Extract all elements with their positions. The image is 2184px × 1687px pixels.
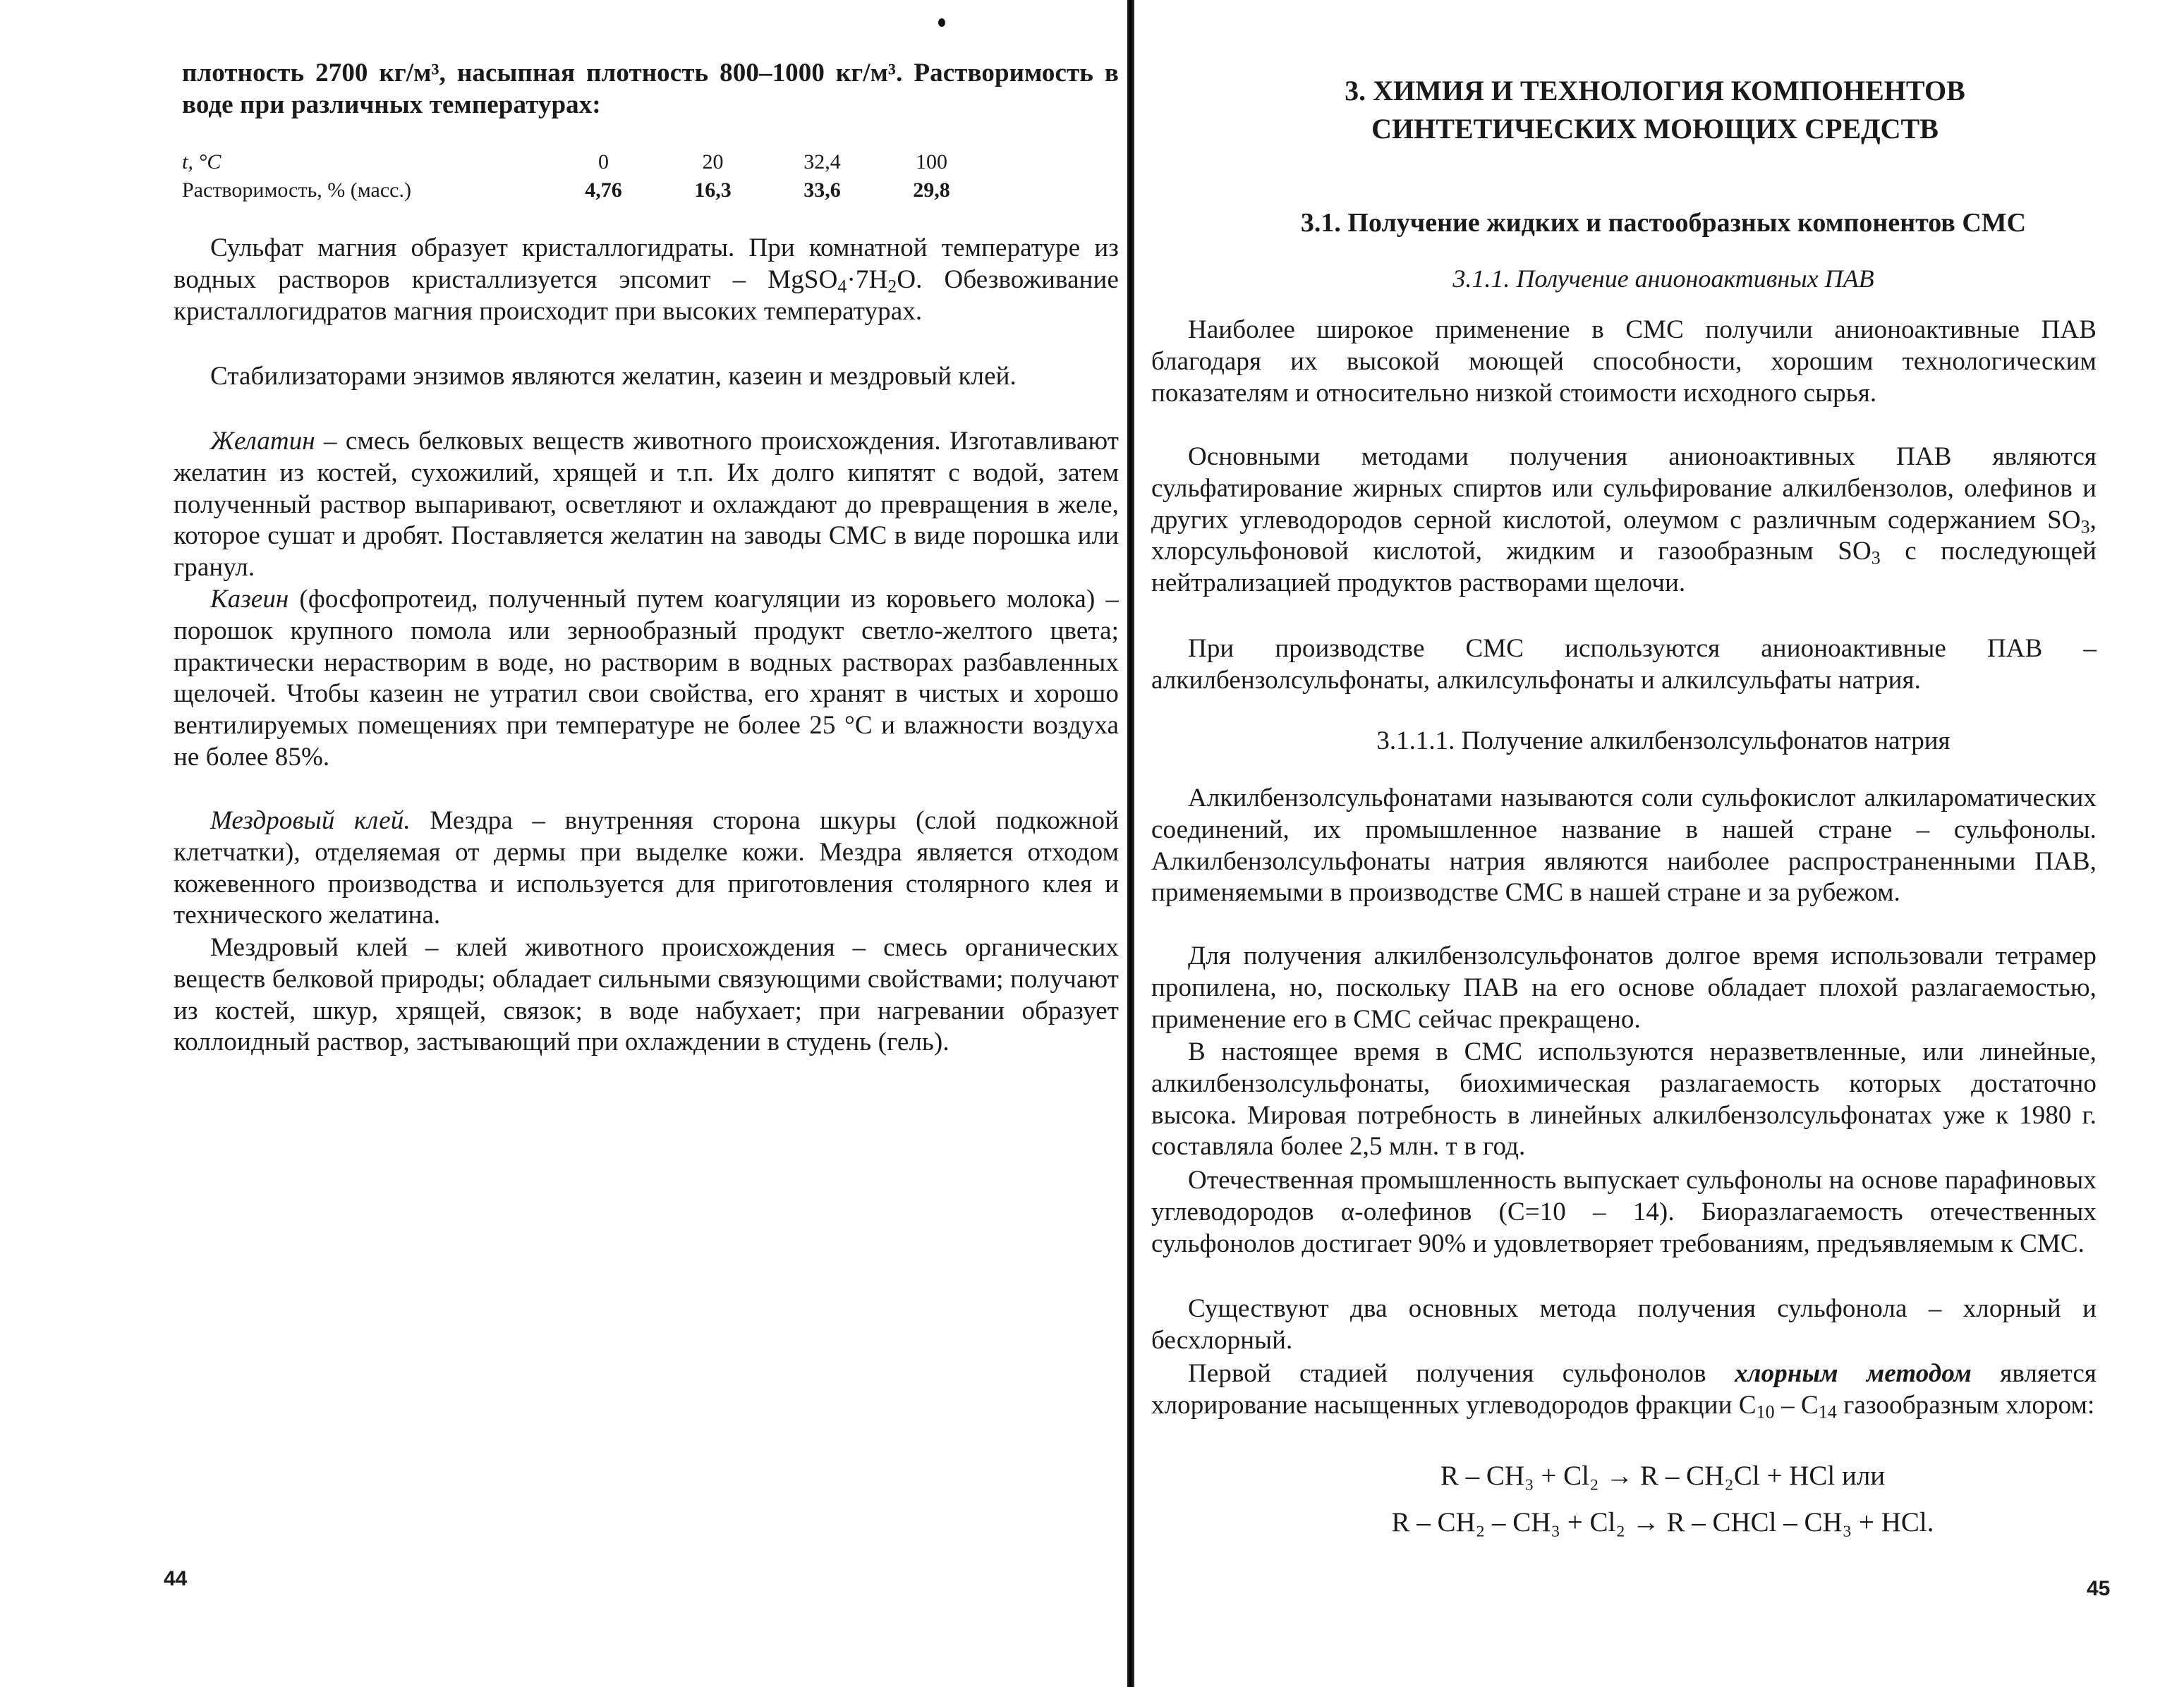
page-number: 44 <box>164 1567 188 1590</box>
anionic-surfactants-paragraph: Наиболее широкое применение в СМС получили анионоактивные ПАВ благодаря их высокой моющей способности, хорошим технологическим показателям и относительно низкой стоимости исходного сырья. <box>1151 315 2097 408</box>
temperature-cell: 32,4 <box>803 150 841 173</box>
temperature-cell: 100 <box>916 150 947 173</box>
casein-paragraph <box>174 584 1119 774</box>
text-run: Сульфат магния образует кристаллогидраты. При комнатной температуре из водных растворов кристаллизуется эпсомит – MgSO <box>174 233 1119 294</box>
solubility-cell: 16,3 <box>694 178 732 202</box>
text-run: – С <box>1774 1390 1819 1420</box>
subscript: 14 <box>1818 1401 1837 1423</box>
hide-glue-definition-paragraph: Мездровый клей – клей животного происхождения – смесь органических веществ белковой природы; обладает сильными связующими свойствами; получают из костей, шкур, хрящей, связок; в воде набухает; при нагревании образует коллоидный раствор, застывающий при охлаждении в студень (гель). <box>174 933 1119 1057</box>
production-paragraph: При производстве СМС используются анионоактивные ПАВ – алкилбензолсульфонаты, алкилсульфонаты и алкилсульфаты натрия. <box>1151 634 2097 695</box>
temperature-cell: 0 <box>598 150 609 173</box>
hide-glue-paragraph <box>174 805 1119 932</box>
text-run: Первой стадией получения сульфонолов <box>1188 1359 1735 1388</box>
temperature-cell: 20 <box>702 150 724 173</box>
temperature-label: t, °С <box>182 150 222 173</box>
text-run: является хлорирование насыщенных углеводородов фракции С <box>1151 1359 2097 1420</box>
gelatin-paragraph <box>174 426 1119 584</box>
text-run: (фосфопротеид, полученный путем коагуляции из коровьего молока) – порошок крупного помола или зернообразный продукт светло-желтого цвета; практически нерастворим в воде, но растворим в водных растворах разбавленных щелочей. Чтобы казеин не утратил свои свойства, его хранят в чистых и хорошо вентилируемых помещениях при температуре не более 25 °С и влажности воздуха не более 85%. <box>174 585 1119 772</box>
text-run: O. Обезвоживание кристаллогидратов магния происходит при высоких температурах. <box>174 264 1119 326</box>
linear-abs-paragraph: В настоящее время в СМС используются неразветвленные, или линейные, алкилбензолсульфонаты, биохимическая разлагаемость которых достаточно высока. Мировая потребность в линейных алкилбензолсульфонатах уже к 1980 г. составляла более 2,5 млн. т в год. <box>1151 1037 2097 1162</box>
table-row <box>182 176 986 205</box>
two-methods-paragraph: Существуют два основных метода получения сульфонола – хлорный и бесхлорный. <box>1151 1294 2097 1355</box>
solubility-table <box>182 148 986 205</box>
text-run: с последующей нейтрализацией продуктов растворами щелочи. <box>1151 537 2097 598</box>
text-run: , хлорсульфоновой кислотой, жидким и газообразным SO <box>1151 505 2097 566</box>
reaction-equation-1: R – CH₃ + Cl₂ → R – CH₂Cl + HCl или <box>1440 1461 1886 1491</box>
solubility-label: Растворимость, % (масс.) <box>182 178 411 202</box>
text-run: Основными методами получения анионоактивных ПАВ являются сульфатирование жирных спиртов или сульфирование алкилбензолов, олефинов и других углеводородов серной кислотой, олеумом с различным содержанием SO <box>1151 442 2097 535</box>
text-run: Мездра – внутренняя сторона шкуры (слой подкожной клетчатки), отделяемая от дермы при выделке кожи. Мездра является отходом кожевенного производства и используется для приготовления столярного клея и технического желатина. <box>174 806 1119 930</box>
subscript: 3 <box>1871 547 1881 568</box>
stabilizers-paragraph: Стабилизаторами энзимов являются желатин, казеин и мездровый клей. <box>210 362 1017 391</box>
section-title: 3.1. Получение жидких и пастообразных компонентов СМС <box>1300 208 2027 238</box>
subsection-title: 3.1.1. Получение анионоактивных ПАВ <box>1452 264 1874 293</box>
text-run: газообразным хлором: <box>1836 1390 2095 1420</box>
text-run: ·7H <box>847 264 888 294</box>
subscript: 4 <box>837 276 847 297</box>
chapter-title-line: 3. ХИМИЯ И ТЕХНОЛОГИЯ КОМПОНЕНТОВ <box>1345 75 1965 106</box>
subscript: 10 <box>1756 1401 1775 1423</box>
casein-term: Казеин <box>210 585 289 614</box>
methods-paragraph <box>1151 441 2097 599</box>
print-speck <box>938 18 945 27</box>
text-run: – смесь белковых веществ животного происхождения. Изготавливают желатин из костей, сухожилий, хрящей и т.п. Их долго кипятят с водой, затем полученный раствор выпаривают, осветляют и охлаждают до превращения в желе, которое сушат и дробят. Поставляется желатин на заводы СМС в виде порошка или гранул. <box>174 427 1119 583</box>
subsubsection-title: 3.1.1.1. Получение алкилбензолсульфонатов натрия <box>1376 726 1951 755</box>
intro-paragraph <box>182 58 1119 121</box>
page-number: 45 <box>2087 1577 2111 1600</box>
chlorine-method-term: хлорным методом <box>1734 1359 1972 1388</box>
table-row <box>182 148 986 176</box>
intro-text: плотность 2700 кг/м³, насыпная плотность 800–1000 кг/м³. Растворимость в воде при различных температурах: <box>182 59 1119 119</box>
chapter-title <box>1302 72 2008 148</box>
solubility-cell: 29,8 <box>913 178 950 202</box>
subscript: 3 <box>2080 516 2090 537</box>
alkylbenzenesulfonates-paragraph: Алкилбензолсульфонатами называются соли сульфокислот алкилароматических соединений, их промышленное название в нашей стране – сульфонолы. Алкилбензолсульфонаты натрия являются наиболее распространенными ПАВ, применяемыми в производстве СМС в нашей стране и за рубежом. <box>1151 784 2097 908</box>
gelatin-term: Желатин <box>210 427 315 456</box>
chlorination-paragraph <box>1151 1358 2097 1422</box>
right-page <box>1141 0 2184 1687</box>
chapter-title-line: СИНТЕТИЧЕСКИХ МОЮЩИХ СРЕДСТВ <box>1371 113 1939 145</box>
propylene-tetramer-paragraph: Для получения алкилбензолсульфонатов долгое время использовали тетрамер пропилена, но, поскольку ПАВ на его основе обладает плохой разлагаемостью, применение его в СМС сейчас прекращено. <box>1151 942 2097 1034</box>
hide-glue-term: Мездровый клей. <box>210 806 411 835</box>
domestic-industry-paragraph: Отечественная промышленность выпускает сульфонолы на основе парафиновых углеводородов α-олефинов (С=10 – 14). Биоразлагаемость отечественных сульфонолов достигает 90% и удовлетворяет требованиям, предъявляемым к СМС. <box>1151 1166 2097 1258</box>
solubility-cell: 4,76 <box>585 178 622 202</box>
solubility-cell: 33,6 <box>803 178 841 202</box>
reaction-equation-2: R – CH₂ – CH₃ + Cl₂ → R – CHCl – CH₃ + HCl. <box>1391 1507 1934 1537</box>
subscript: 2 <box>887 276 897 297</box>
magnesium-sulfate-paragraph <box>174 233 1119 327</box>
